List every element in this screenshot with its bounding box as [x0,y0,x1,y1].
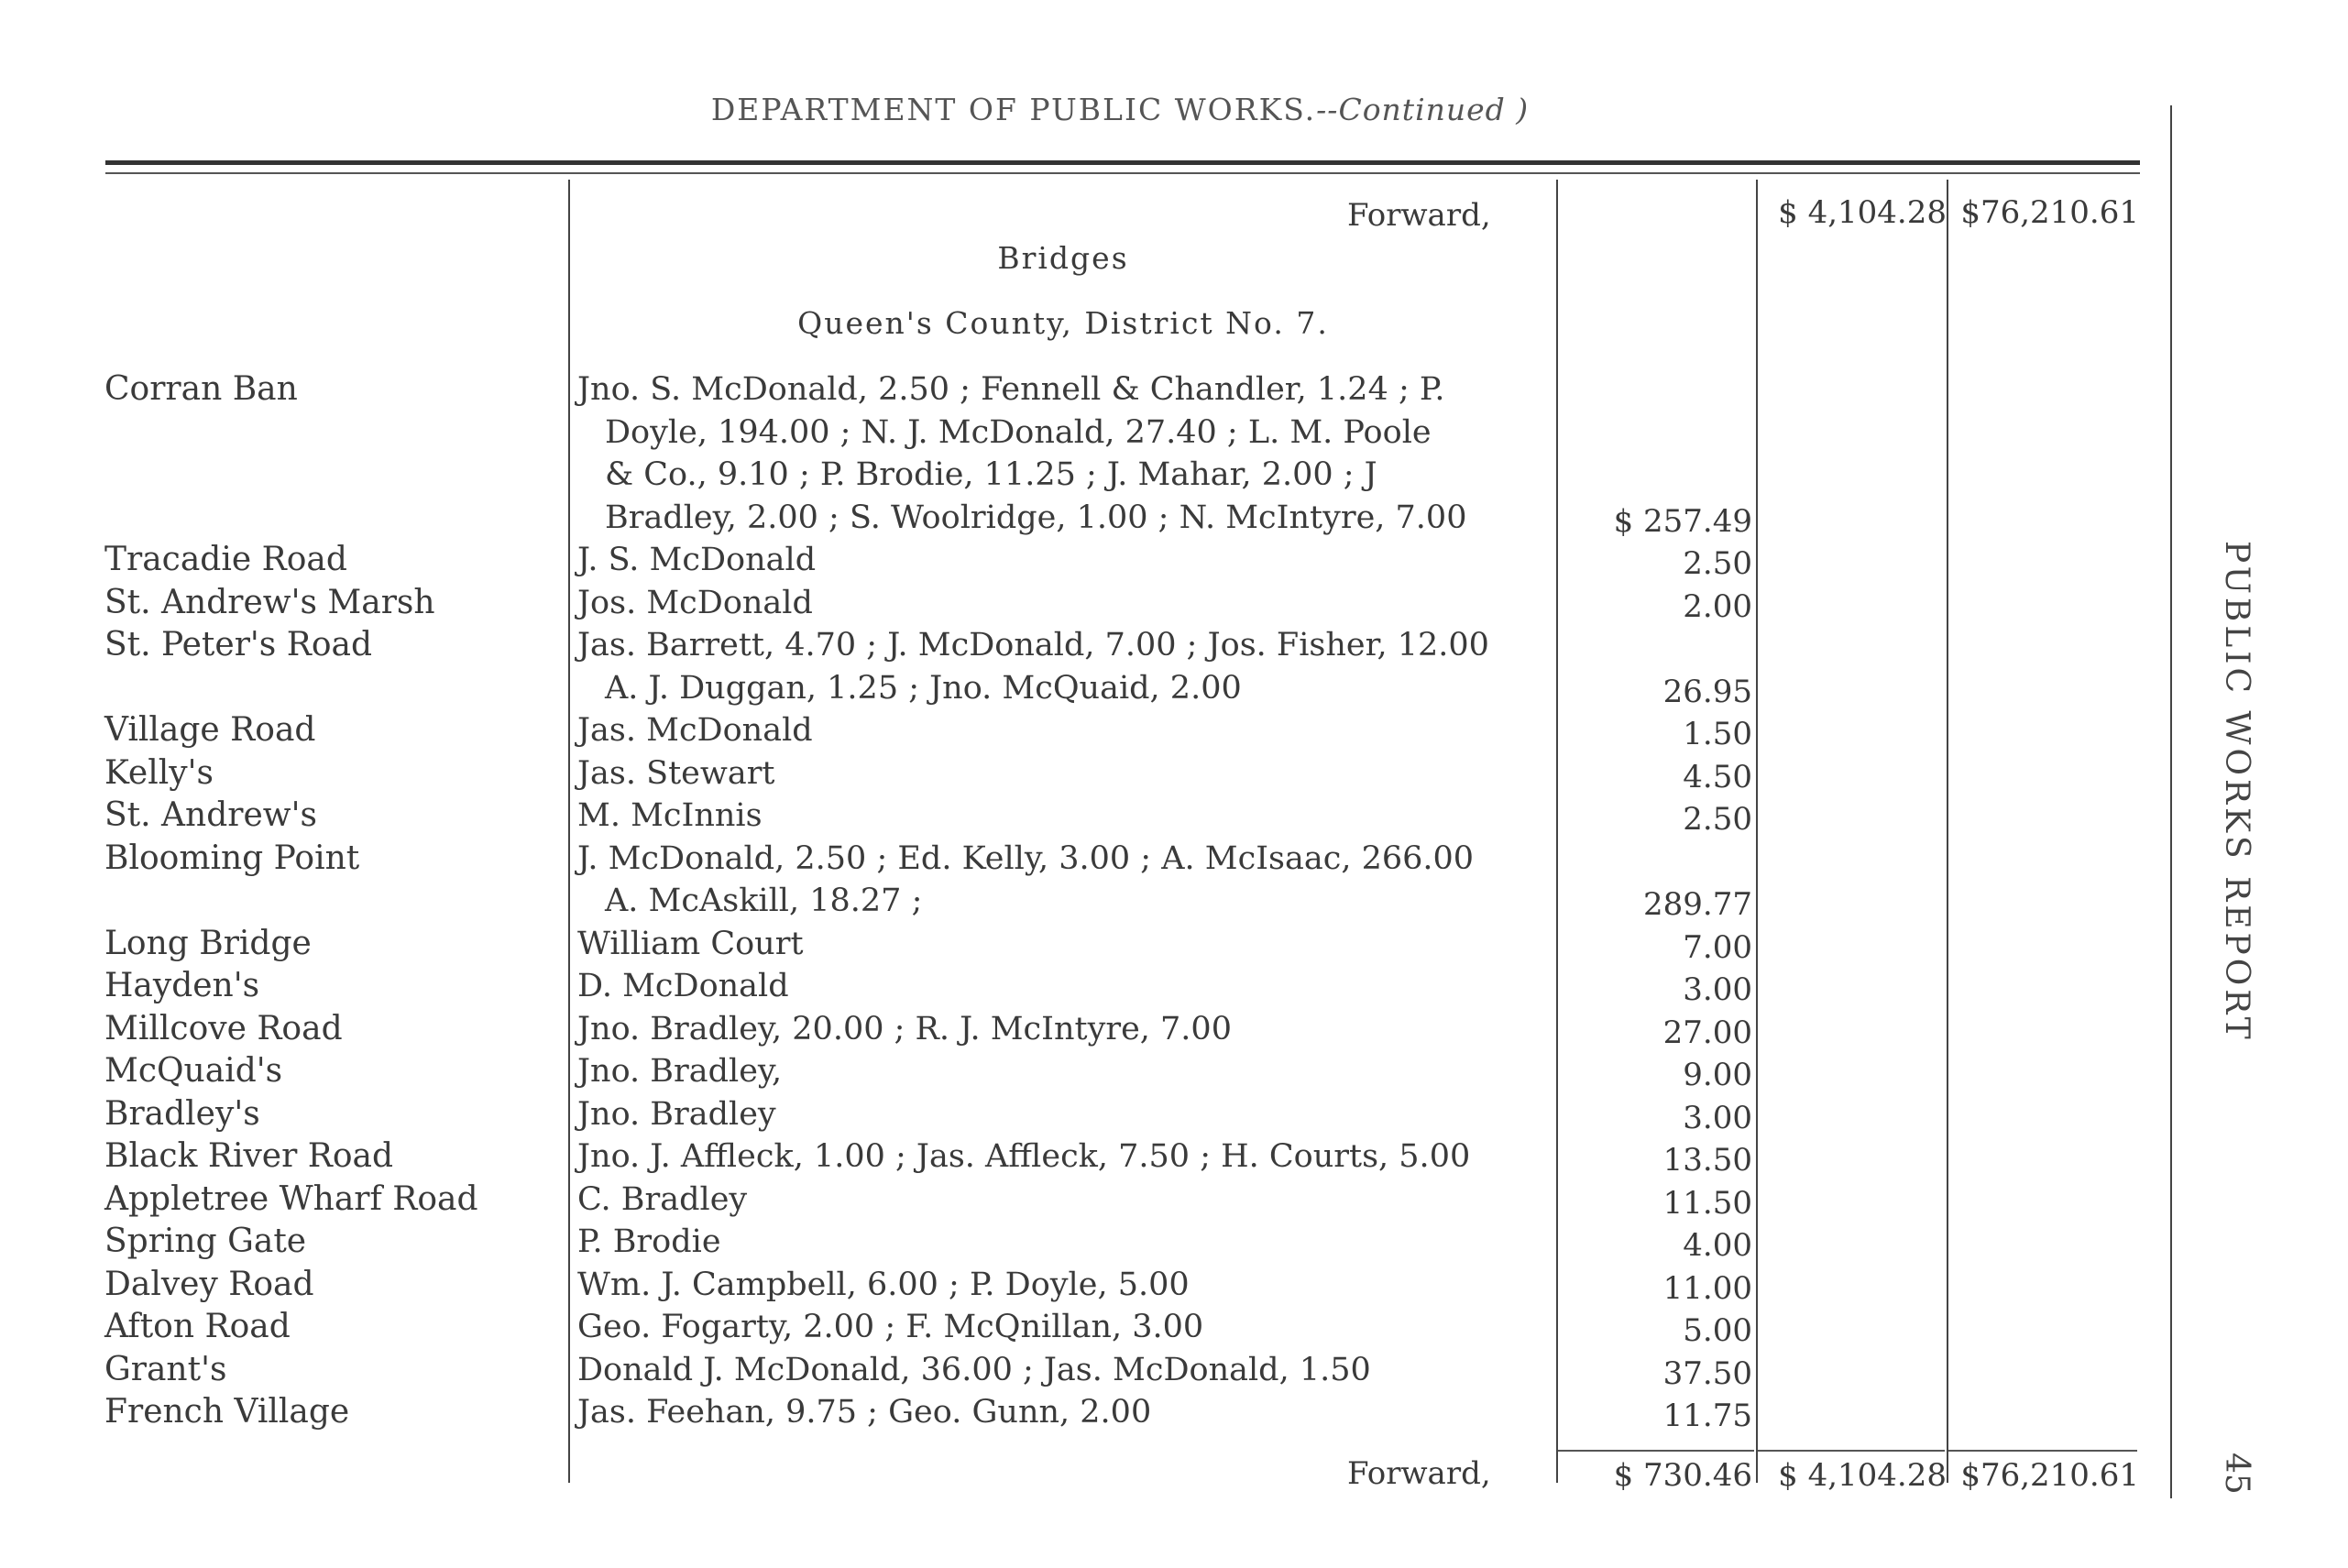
payee-line: Wm. J. Campbell, 6.00 ; P. Doyle, 5.00 [577,1266,1190,1303]
payee-line: Jno. S. McDonald, 2.50 ; Fennell & Chandler, 1.24 ; P. [577,371,1445,408]
amount-cell: 2.50 [1683,545,1752,582]
amount-cell: 26.95 [1662,673,1752,710]
section-title: Bridges [997,240,1129,276]
sidebar-rule [2170,105,2172,1498]
payee-line: Jno. J. Affleck, 1.00 ; Jas. Affleck, 7.50 ; H. Courts, 5.00 [577,1138,1471,1175]
header-rule-thick [105,160,2140,165]
amount-cell: 11.75 [1662,1398,1752,1434]
forward-bottom-col3: $76,210.61 [1960,1457,2139,1494]
place-name: Kelly's [104,753,214,792]
column-divider-col2 [1756,180,1758,1483]
place-name: Tracadie Road [104,541,347,578]
place-name: Afton Road [104,1308,291,1345]
payee-line: Donald J. McDonald, 36.00 ; Jas. McDonald, 1.50 [577,1351,1371,1388]
column-divider-col3 [1947,180,1948,1483]
amount-cell: 27.00 [1662,1014,1752,1051]
amount-cell: 5.00 [1683,1312,1752,1349]
place-name: Village Road [104,711,316,749]
place-name: Millcove Road [104,1009,343,1047]
payee-line: A. McAskill, 18.27 ; [605,883,923,919]
sum-rule-col2 [1758,1450,1945,1452]
place-name: Corran Ban [104,370,298,408]
payee-line: P. Brodie [577,1223,721,1260]
amount-cell: 4.00 [1683,1227,1752,1264]
forward-label-bottom: Forward, [1347,1455,1491,1492]
payee-line: Jos. McDonald [577,584,813,621]
sum-rule-col1 [1558,1450,1754,1452]
amount-cell: 2.00 [1683,587,1752,625]
payee-line: A. J. Duggan, 1.25 ; Jno. McQuaid, 2.00 [605,669,1242,707]
forward-bottom-col1: $ 730.46 [1613,1457,1752,1494]
amount-cell: 289.77 [1643,886,1752,923]
payee-line: C. Bradley [577,1180,748,1218]
amount-cell: 11.50 [1662,1184,1752,1222]
column-divider-entries [568,180,570,1483]
place-name: McQuaid's [104,1052,283,1090]
payee-line: & Co., 9.10 ; P. Brodie, 11.25 ; J. Mahar, 2.00 ; J [605,456,1377,493]
place-name: Spring Gate [104,1223,307,1260]
amount-cell: 3.00 [1683,1099,1752,1136]
amount-cell: 2.50 [1683,801,1752,838]
payee-line: Jno. Bradley, 20.00 ; R. J. McIntyre, 7.00 [577,1010,1232,1047]
page-header [103,92,2137,127]
place-name: St. Andrew's Marsh [104,583,435,621]
payee-line: William Court [577,925,804,962]
place-name: Grant's [104,1350,227,1388]
amount-cell: 7.00 [1683,928,1752,966]
payee-line: Jas. Stewart [577,754,775,792]
payee-line: Geo. Fogarty, 2.00 ; F. McQnillan, 3.00 [577,1309,1204,1345]
place-name: Hayden's [104,967,260,1004]
running-sidebar-title: PUBLIC WORKS REPORT [2218,541,2255,1043]
place-name: St. Andrew's [104,796,317,834]
place-name: Dalvey Road [104,1265,314,1303]
payee-line: M. McInnis [577,797,763,834]
payee-line: Jas. Feehan, 9.75 ; Geo. Gunn, 2.00 [577,1394,1152,1431]
payee-line: J. McDonald, 2.50 ; Ed. Kelly, 3.00 ; A. McIsaac, 266.00 [577,839,1475,877]
payee-line: Jas. Barrett, 4.70 ; J. McDonald, 7.00 ; Jos. Fisher, 12.00 [577,627,1489,663]
place-name: French Village [104,1393,350,1431]
payee-line: Jno. Bradley [577,1095,776,1133]
sum-rule-col3 [1948,1450,2137,1452]
payee-line: Jno. Bradley, [577,1053,783,1090]
amount-cell: $ 257.49 [1613,502,1752,540]
forward-bottom-col2: $ 4,104.28 [1778,1457,1947,1494]
forward-top-col3: $76,210.61 [1960,194,2139,231]
payee-line: Jas. McDonald [577,712,813,749]
amount-cell: 3.00 [1683,971,1752,1008]
payee-line: J. S. McDonald [577,542,817,578]
place-name: Blooming Point [104,839,360,877]
place-name: Bradley's [104,1094,260,1133]
header-rule-thin [105,172,2140,174]
amount-cell: 9.00 [1683,1057,1752,1093]
payee-line: Doyle, 194.00 ; N. J. McDonald, 27.40 ; L. M. Poole [605,413,1432,451]
payee-line: D. McDonald [577,968,789,1004]
place-name: Black River Road [104,1137,394,1175]
amount-cell: 11.00 [1662,1269,1752,1307]
payee-line: Bradley, 2.00 ; S. Woolridge, 1.00 ; N. McIntyre, 7.00 [605,499,1467,536]
header-title: DEPARTMENT OF PUBLIC WORKS. [710,92,1317,127]
place-name: Long Bridge [104,924,312,962]
amount-cell: 1.50 [1683,716,1752,752]
forward-label-top: Forward, [1347,197,1491,234]
page-number: 45 [2218,1453,2255,1495]
place-name: Appletree Wharf Road [104,1179,478,1218]
amount-cell: 13.50 [1662,1142,1752,1179]
amount-cell: 4.50 [1683,758,1752,795]
forward-top-col2: $ 4,104.28 [1778,194,1947,231]
header-continued: --Continued ) [1316,92,1530,127]
place-name: St. Peter's Road [104,626,373,663]
section-subtitle: Queen's County, District No. 7. [797,305,1329,341]
amount-cell: 37.50 [1662,1354,1752,1392]
